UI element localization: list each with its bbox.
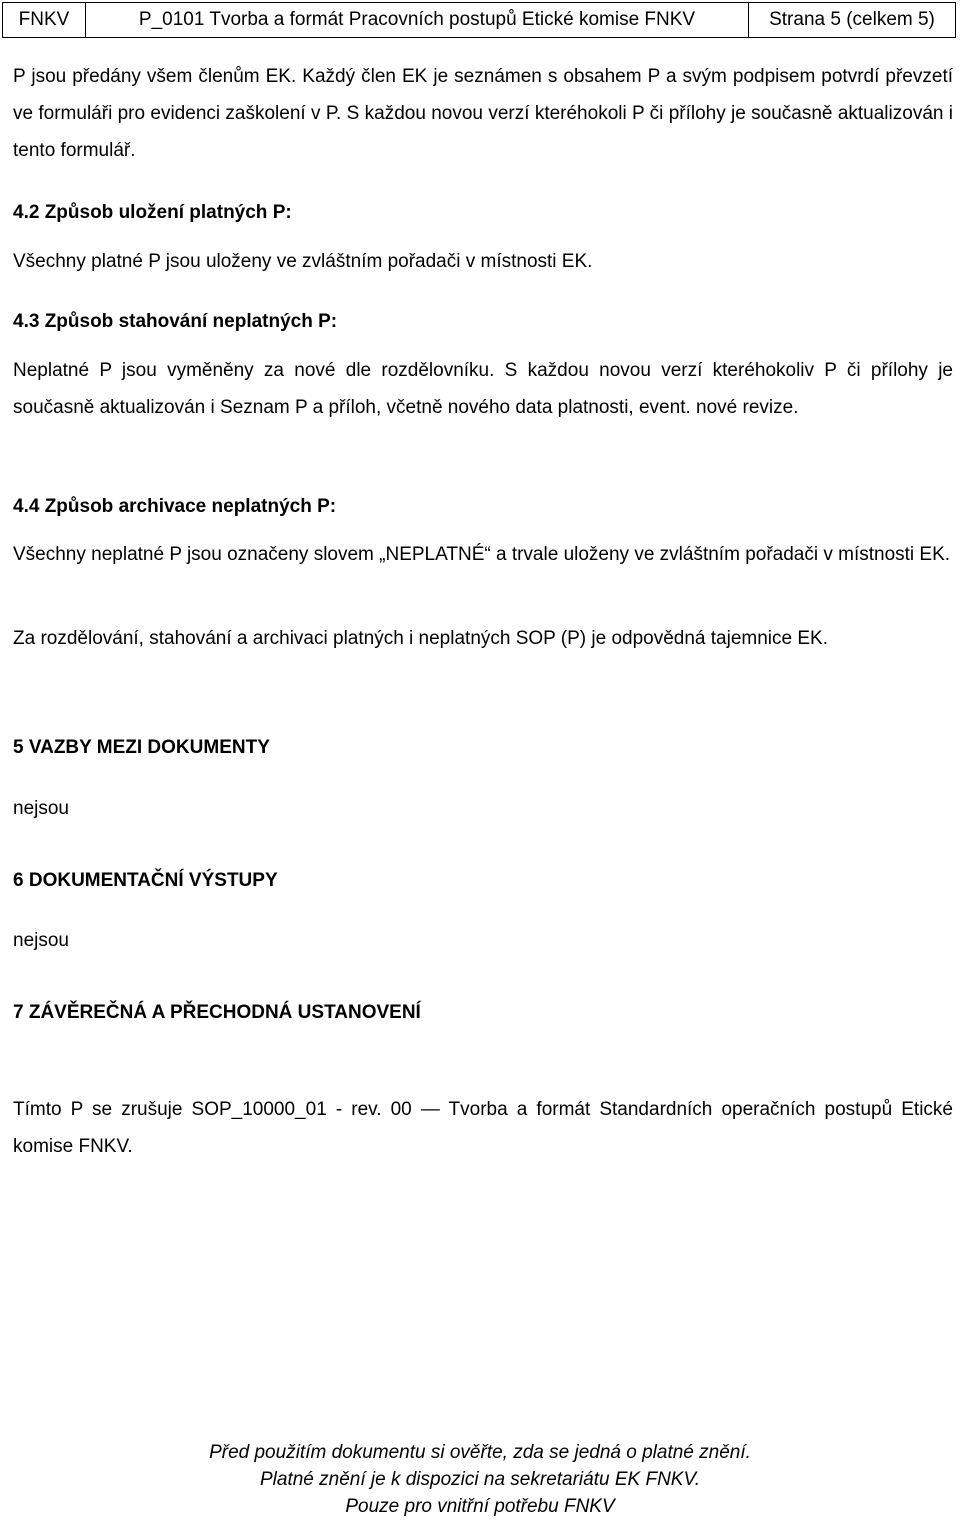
section-4-3-text: Neplatné P jsou vyměněny za nové dle rozdělovníku. S každou novou verzí kteréhokoliv P či přílohy je současně aktualizován i Seznam P a příloh, včetně nového data platnosti, event. nové revize. [13, 360, 953, 418]
section-4-3-heading: 4.3 Způsob stahování neplatných P: [13, 311, 338, 332]
footer-line-2: Platné znění je k dispozici na sekretariátu EK FNKV. [259, 1469, 701, 1490]
section-4-4-heading: 4.4 Způsob archivace neplatných P: [13, 496, 337, 517]
section-7-heading: 7 ZÁVĚREČNÁ A PŘECHODNÁ USTANOVENÍ [13, 1002, 421, 1023]
section-6-text: nejsou [13, 930, 69, 951]
footer-line-1: Před použitím dokumentu si ověřte, zda se jedná o platné znění. [209, 1442, 751, 1463]
intro-paragraph: P jsou předány všem členům EK. Každý člen EK je seznámen s obsahem P a svým podpisem potvrdí převzetí ve formuláři pro evidenci zaškolení v P. S každou novou verzí kteréhokoli P či přílohy je současně aktualizován i tento formulář. [13, 66, 953, 161]
header-org: FNKV [3, 3, 86, 37]
page-footer [0, 1439, 960, 1520]
section-4-2-heading: 4.2 Způsob uložení platných P: [13, 202, 292, 223]
section-7-text: Tímto P se zrušuje SOP_10000_01 - rev. 00 — Tvorba a formát Standardních operačních postupů Etické komise FNKV. [13, 1099, 953, 1157]
section-5-text: nejsou [13, 798, 69, 819]
footer-line-3: Pouze pro vnitřní potřebu FNKV [345, 1496, 615, 1517]
section-4-4-text: Všechny neplatné P jsou označeny slovem „NEPLATNÉ“ a trvale uloženy ve zvláštním pořadači v místnosti EK. [13, 544, 951, 565]
header-title: P_0101 Tvorba a formát Pracovních postupů Etické komise FNKV [86, 3, 749, 37]
header-page-number: Strana 5 (celkem 5) [769, 9, 935, 30]
section-5-heading: 5 VAZBY MEZI DOKUMENTY [13, 737, 270, 758]
section-6-heading: 6 DOKUMENTAČNÍ VÝSTUPY [13, 870, 278, 891]
page-header [2, 2, 956, 38]
section-4-2-text: Všechny platné P jsou uloženy ve zvláštním pořadači v místnosti EK. [13, 251, 593, 272]
responsibility-paragraph: Za rozdělování, stahování a archivaci platných i neplatných SOP (P) je odpovědná tajemnice EK. [13, 628, 828, 649]
